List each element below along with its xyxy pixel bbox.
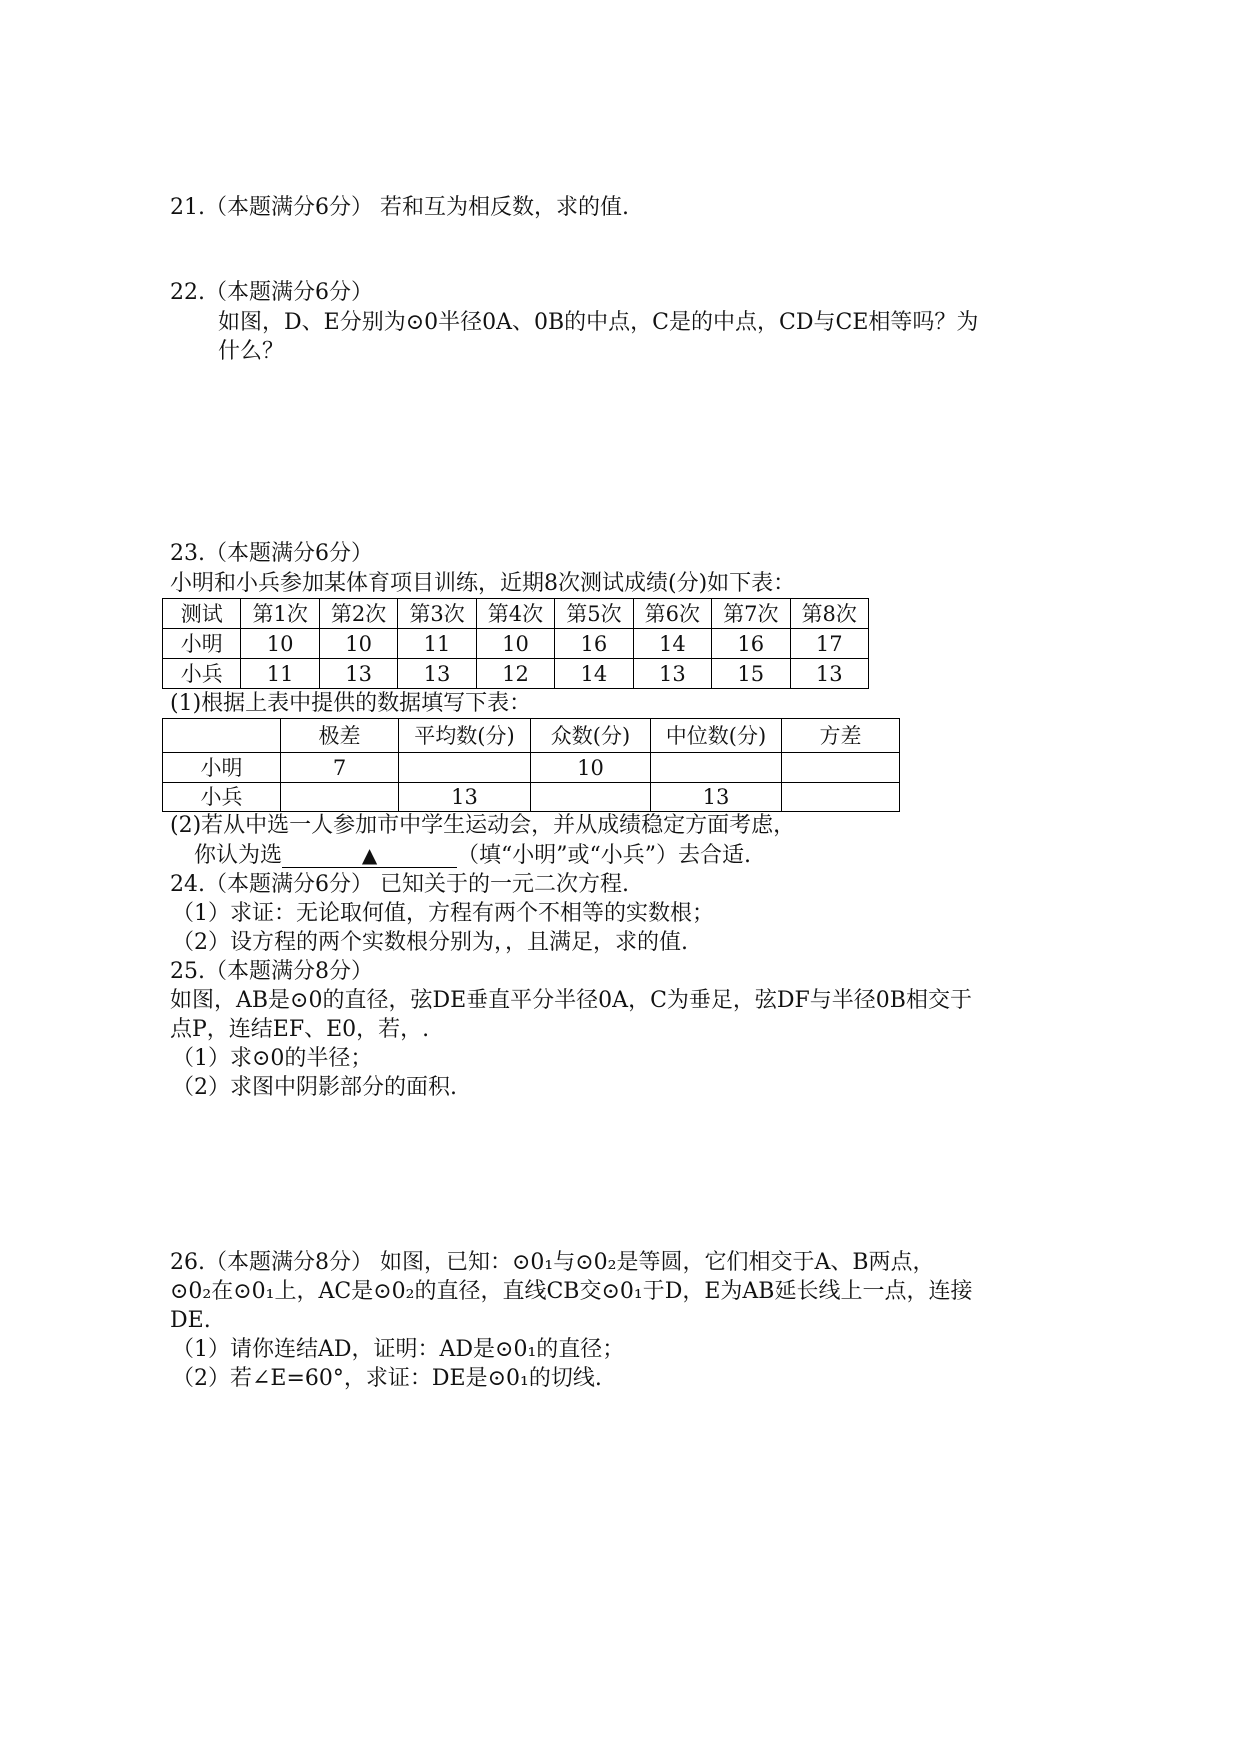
table-header-cell-empty bbox=[163, 719, 281, 753]
table-header-cell: 第1次 bbox=[241, 599, 319, 629]
q25-line-1: 如图，AB是⊙0的直径，弦DE垂直平分半径0A，C为垂足，弦DF与半径0B相交于 bbox=[170, 988, 972, 1013]
score-cell: 11 bbox=[398, 629, 476, 659]
q25-title: 25.（本题满分8分） bbox=[170, 959, 373, 984]
table-row bbox=[163, 659, 869, 689]
score-cell: 10 bbox=[241, 629, 319, 659]
stat-cell: 13 bbox=[651, 783, 782, 812]
table-header-cell: 第3次 bbox=[398, 599, 476, 629]
table-header-row bbox=[163, 599, 869, 629]
score-cell: 17 bbox=[790, 629, 869, 659]
q22-title: 22.（本题满分6分） bbox=[170, 280, 373, 305]
table-header-cell: 第6次 bbox=[633, 599, 711, 629]
scores-table bbox=[162, 598, 869, 689]
stat-cell bbox=[399, 753, 531, 783]
q23-part-2-line-1: (2)若从中选一人参加市中学生运动会，并从成绩稳定方面考虑， bbox=[170, 813, 796, 838]
row-label: 小兵 bbox=[163, 783, 281, 812]
q25-part-1: （1）求⊙0的半径； bbox=[172, 1046, 373, 1071]
q26-part-2: （2）若∠E=60°，求证：DE是⊙0₁的切线. bbox=[172, 1366, 602, 1391]
score-cell: 11 bbox=[241, 659, 319, 689]
q26-line-2: ⊙0₂在⊙0₁上，AC是⊙0₂的直径，直线CB交⊙0₁于D，E为AB延长线上一点，连接 bbox=[170, 1279, 973, 1304]
table-header-cell: 第5次 bbox=[555, 599, 633, 629]
stat-cell: 7 bbox=[281, 753, 399, 783]
table-header-cell: 众数(分) bbox=[531, 719, 651, 753]
score-cell: 14 bbox=[633, 629, 711, 659]
q23-part-1: (1)根据上表中提供的数据填写下表： bbox=[170, 691, 532, 716]
answer-blank: ▲ bbox=[282, 843, 457, 868]
table-header-cell: 第7次 bbox=[712, 599, 790, 629]
q21-text: 21.（本题满分6分） 若和互为相反数，求的值. bbox=[170, 195, 629, 220]
q23-part-2-suffix: （填“小明”或“小兵”）去合适. bbox=[457, 843, 751, 868]
q22-line-1: 如图，D、E分别为⊙0半径0A、0B的中点，C是的中点，CD与CE相等吗？为 bbox=[218, 310, 979, 335]
row-label: 小明 bbox=[163, 629, 241, 659]
score-cell: 13 bbox=[319, 659, 397, 689]
table-header-cell: 测试 bbox=[163, 599, 241, 629]
q23-intro: 小明和小兵参加某体育项目训练，近期8次测试成绩(分)如下表： bbox=[170, 571, 796, 596]
q23-title: 23.（本题满分6分） bbox=[170, 541, 373, 566]
table-header-cell: 第4次 bbox=[476, 599, 554, 629]
q26-part-1: （1）请你连结AD，证明：AD是⊙0₁的直径； bbox=[172, 1337, 625, 1362]
score-cell: 15 bbox=[712, 659, 790, 689]
table-header-cell: 第2次 bbox=[319, 599, 397, 629]
stat-cell: 10 bbox=[531, 753, 651, 783]
table-header-cell: 中位数(分) bbox=[651, 719, 782, 753]
q24-part-2: （2）设方程的两个实数根分别为，，且满足，求的值. bbox=[172, 930, 688, 955]
table-header-cell: 方差 bbox=[782, 719, 900, 753]
score-cell: 10 bbox=[476, 629, 554, 659]
q23-part-2-prefix: 你认为选 bbox=[194, 843, 283, 868]
q24-title: 24.（本题满分6分） 已知关于的一元二次方程. bbox=[170, 872, 629, 897]
stat-cell bbox=[281, 783, 399, 812]
stat-cell bbox=[651, 753, 782, 783]
table-row bbox=[163, 753, 900, 783]
score-cell: 10 bbox=[319, 629, 397, 659]
q23-part-2-line-2 bbox=[194, 842, 751, 870]
stats-table bbox=[162, 718, 900, 812]
q25-line-2: 点P，连结EF、E0，若，. bbox=[170, 1017, 430, 1042]
table-header-cell: 第8次 bbox=[790, 599, 869, 629]
score-cell: 14 bbox=[555, 659, 633, 689]
table-header-cell: 极差 bbox=[281, 719, 399, 753]
score-cell: 16 bbox=[712, 629, 790, 659]
q26-line-3: DE. bbox=[170, 1308, 211, 1333]
q25-part-2: （2）求图中阴影部分的面积. bbox=[172, 1075, 457, 1100]
table-header-cell: 平均数(分) bbox=[399, 719, 531, 753]
table-header-row bbox=[163, 719, 900, 753]
q22-line-2: 什么？ bbox=[218, 339, 285, 364]
stat-cell: 13 bbox=[399, 783, 531, 812]
q24-part-1: （1）求证：无论取何值，方程有两个不相等的实数根； bbox=[172, 901, 714, 926]
score-cell: 13 bbox=[633, 659, 711, 689]
score-cell: 13 bbox=[398, 659, 476, 689]
table-row bbox=[163, 783, 900, 812]
table-row bbox=[163, 629, 869, 659]
score-cell: 16 bbox=[555, 629, 633, 659]
stat-cell bbox=[782, 753, 900, 783]
row-label: 小兵 bbox=[163, 659, 241, 689]
stat-cell bbox=[782, 783, 900, 812]
row-label: 小明 bbox=[163, 753, 281, 783]
score-cell: 12 bbox=[476, 659, 554, 689]
score-cell: 13 bbox=[790, 659, 869, 689]
q26-line-1: 26.（本题满分8分） 如图，已知：⊙0₁与⊙0₂是等圆，它们相交于A、B两点， bbox=[170, 1250, 935, 1275]
stat-cell bbox=[531, 783, 651, 812]
